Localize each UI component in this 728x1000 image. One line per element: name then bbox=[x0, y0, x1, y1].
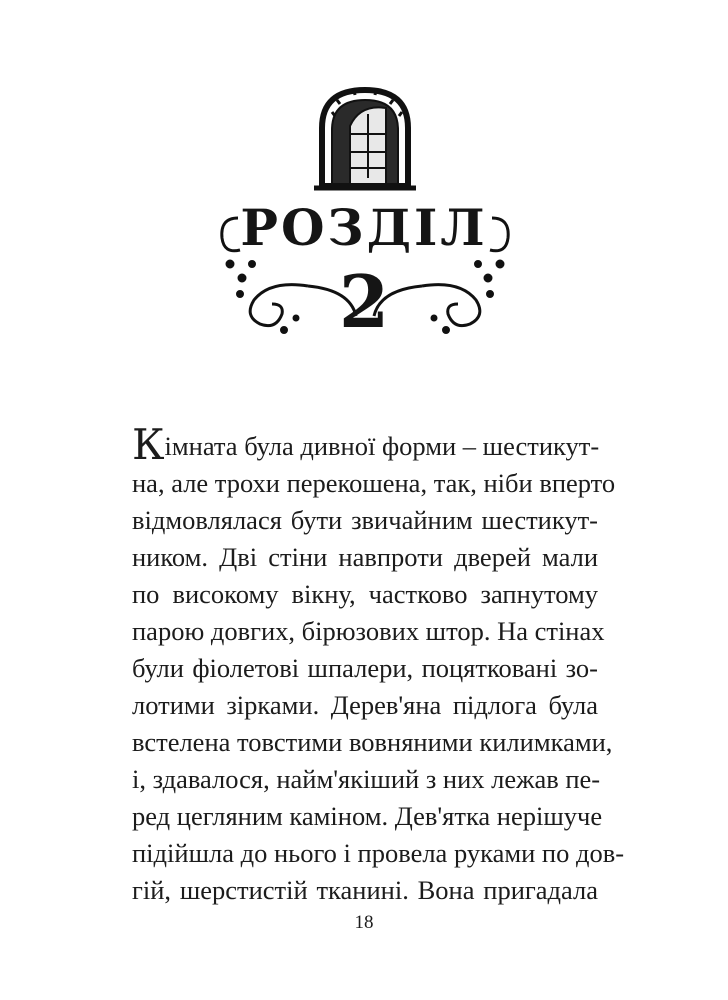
text-line: підійшла до нього і провела руками по дов- bbox=[132, 838, 625, 868]
text-line: лотими зірками. Дерев'яна підлога була bbox=[132, 690, 598, 720]
text-line: ред цегляним каміном. Дев'ятка нерішуче bbox=[132, 801, 603, 831]
text-line: відмовлялася бути звичайним шестикут- bbox=[132, 505, 598, 535]
text-line: встелена товстими вовняними килимками, bbox=[132, 727, 613, 757]
page-number: 18 bbox=[354, 912, 374, 933]
chapter-body-text bbox=[132, 420, 625, 909]
chapter-heading: РОЗДІЛ bbox=[240, 198, 488, 257]
first-line-rest: імната була дивної форми – шестикут- bbox=[164, 431, 600, 461]
text-line: і, здавалося, найм'якіший з них лежав пе- bbox=[132, 764, 601, 794]
text-line: на, але трохи перекошена, так, ніби вперто bbox=[132, 468, 616, 498]
text-line-first bbox=[132, 420, 600, 469]
chapter-number: 2 bbox=[338, 259, 390, 344]
text-line: гій, шерстистій тканині. Вона пригадала bbox=[132, 875, 598, 905]
text-line: ником. Дві стіни навпроти дверей мали bbox=[132, 542, 598, 572]
text-line: були фіолетові шпалери, поцятковані зо- bbox=[132, 653, 598, 683]
arched-door-icon bbox=[314, 90, 416, 188]
text-line: по високому вікну, частково запнутому bbox=[132, 579, 598, 609]
drop-cap: К bbox=[132, 420, 165, 469]
text-line: парою довгих, бірюзових штор. На стінах bbox=[132, 616, 605, 646]
